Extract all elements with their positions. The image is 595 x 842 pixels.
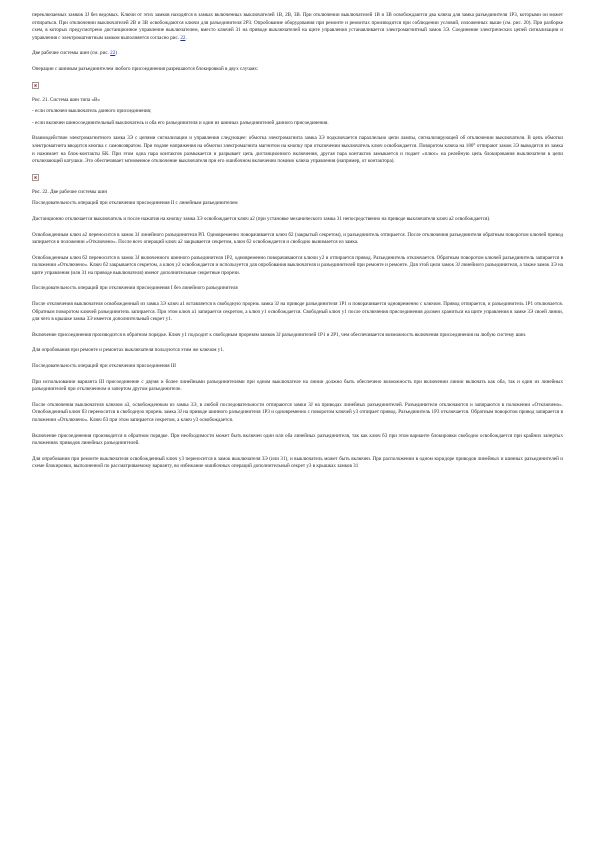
- figure-caption-21: Рис. 21. Система шин типа «В»: [32, 96, 100, 103]
- paragraph-reverse-order-iii: Включение присоединения производится в обратном порядке. При необходимости может быть включен один или оба линейных разъединителя, так как ключ б3 при этом варианте блокировки свободно освобождается при крайних запертых положениях приводов линейных разъединителей.: [32, 432, 563, 447]
- paragraph-reverse-order-i: Включение присоединения производится в обратном порядке. Ключ у1 подходит к свободным прорезям замков 3J разъединителей 1Р1 и 2Р1, чем обеспечивается возможность включения присоединения на любую систему шин.: [32, 331, 527, 338]
- paragraph-variant-iii: При использовании варианта III присоединение с двумя и более линейными разъединителями при одном выключателе на линии должно быть обеспечено возможность при включении линии включать как оба, так и один из линейных разъединителей при отключенном и запертом другом разъединителе.: [32, 378, 563, 393]
- paragraph-electromagnetic-lock: Взаимодействие электромагнитного замка 3Э с цепями сигнализации и управления следующее: обмотка электромагнита замка 3Э подключается параллельно цепи лампы, сигнализирующей об отключении выключателя. В цепь обмотки электромагнита вводится кнопка с самовозвратом. При подаче напряжения на обмотки электромагнита магнитом на кнопку при отключении выключатель ключ освобождается. Поворотом ключа на 180° отпирают замок 3Э выводится из замка и нажимает на блок-контакты БК. При этом одна пара контактов размыкается и разрывает цепь дистанционного включения, другая пара контактов замыкается и подает «плюс» на релейную цепь блокирования выключателя в цепи отключающей катушки. Это обеспечивает мгновенное отключение выключателя при его ошибочном включении помимо ключа управления (например, от контактора).: [32, 135, 563, 165]
- figure-link[interactable]: 22: [180, 34, 186, 41]
- paragraph-key-b2: Освобожденным ключ б2 переносится в замок 3J включенного шинного разъединителя 1Р2, одновременно поворачиваются ключи у2 и отпирается привод. Разъединитель отключается. Обратным поворотом ключей разъединитель запирается в положении «Отключено». Ключ б2 закрывается секретом, а ключ у2 освобождается и используется для опробования выключателя и разъединителей при ремонте и ремонте. Для этой цели замок 3J линейного разъединителя, а также замок 3Э на щите управления (или 31 на приводе выключателя) имеют дополнительные секретные прорези.: [32, 254, 563, 276]
- broken-image-icon: [32, 82, 39, 89]
- list-item-condition-1: - если отключен выключатель данного присоединения;: [32, 108, 152, 115]
- section-heading-connection-i: Последовательность операций при отключении присоединения I без линейного разъединителя: [32, 285, 238, 292]
- paragraph-testing-key-y3: Для опробования при ремонте выключателя освобожденный ключ у3 переносится в замок выключателя 3Э (или 31), и выключатель может быть включен. При расположении в одном коридоре приводов линейных и шинных разъединителей и схеме блокировки, выполненной по рассматриваемому варианту, во избежание ошибочных операций дополнительный секрет у3 в крышках замков 31: [32, 455, 563, 470]
- paragraph-intro-text: переключаемых замков 3J без ведомых. Ключи от этих замков находятся в замках включенных выключателей 1В, 2В, 3В. При отключении выключателей 1В и 3В освобождаются два ключа для замка разъединителя 1Р3, которыми он может отпираться. При отключении выключателей 2В и 3В освобождаются ключи для разъединителя 2Р3. Опробование оборудования при ремонте и ремонтах производится при соблюдении условий, изложенных выше (см. рис. 20). При разборке схем, в которых предусмотрено дистанционное управление выключателем, вместо ключей 31 на приводе выключателей на щите управления устанавливается электромагнитный замок 3Э. Соединение электрических цепей сигнализации и управления с электромагнитным замком выполняется согласно рис. 22.: [32, 12, 563, 41]
- paragraph-key-a2: Освобожденным ключ а2 переносится в замок 3J линейного разъединителя РЛ. Одновременно поворачивается ключ б2 (закрытый секретом), и разъединитель отпирается. После отключения разъединителя обратным поворотом ключей привод запирается в положении «Отключено». После всех операций ключ а2 закрывается секретом, ключ б2 освобождается и свободно вынимается из замка.: [32, 231, 563, 246]
- broken-image-icon: [32, 174, 39, 181]
- section-heading-connection-ii: Последовательность операций при отключении присоединения II с линейным разъединителем: [32, 200, 238, 207]
- paragraph-disconnector-operations: Операции с шинным разъединителем любого присоединения разрешаются блокировкой в двух случаях:: [32, 65, 259, 72]
- paragraph-remote-disconnect: Дистанционно отключается выключатель и после нажатия на кнопку замка 3Э освобождается ключ а2 (при установке механического замка 31 непосредственно на приводе выключателя ключ а2 освобождается).: [32, 215, 491, 222]
- figure-link[interactable]: 22: [110, 50, 116, 57]
- section-heading-two-bus-systems: Две рабочие системы шин (см. рис. 22): [32, 50, 117, 57]
- paragraph-key-a1: После отключения выключателя освобожденный из замка 3Э ключ а1 вставляется в свободную прорезь замка 3J на приводе разъединителя 1Р1 и поворачивается одновременно с ключом. Привод отпирается, и разъединитель 1Р1 отключается. Обратным поворотом ключей разъединитель запирается. При этом ключ а1 запирается секретом, а ключ у1 освобождается. Свободный ключ у1 после отключения присоединения должен храниться на щите управления в замке 3Э своей линии, для чего в крышке замка 3Э имеется дополнительный секрет у1.: [32, 301, 563, 323]
- section-heading-connection-iii: Последовательность операций при отключении присоединения III: [32, 363, 176, 370]
- list-item-condition-2: - если включен шиносоединительный выключатель и оба его разъединителя и один из шинных разъединителей данного присоединения.: [32, 119, 329, 126]
- paragraph-intro: [32, 12, 563, 42]
- paragraph-testing-key-y1: Для опробования при ремонте и ремонтах выключателя пользуются этим же ключом у1.: [32, 347, 225, 354]
- paragraph-key-a3: После отключения выключателя ключом а3, освобожденным из замка 3Э, в любой последовательности отпираются замки 3J на приводах линейных разъединителей. Разъединители отключаются и запираются в положении «Отключено». Освобожденный ключ б3 переносится в свободную прорезь замка 3J на приводе шинного разъединителя 1Р3 и одновременно с поворотом ключей у3 отпирает привод. Разъединитель 1Р3 отключается. Обратным поворотом привод запирается в положении «Отключено». Ключ б3 при этом запирается секретом, а ключ у3 освобождается.: [32, 401, 563, 423]
- figure-caption-22: Рис. 22. Две рабочие системы шин: [32, 188, 108, 195]
